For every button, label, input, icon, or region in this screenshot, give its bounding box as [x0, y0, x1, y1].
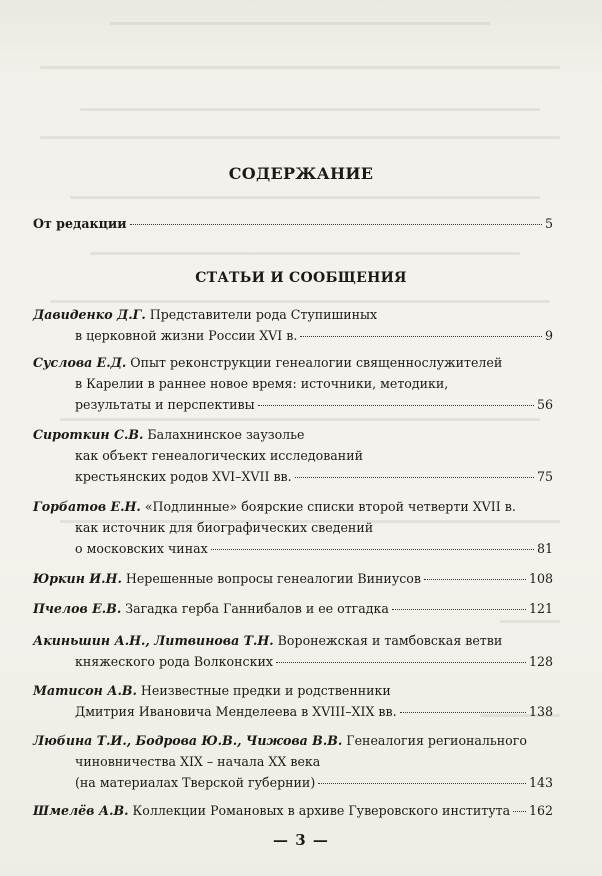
page-number: 162	[528, 803, 553, 818]
entry-title: результаты и перспективы	[75, 397, 255, 412]
entry-author: Акиньшин А.Н., Литвинова Т.Н.	[33, 633, 274, 648]
entry-author: Сироткин С.В.	[33, 427, 144, 442]
toc-line	[33, 680, 553, 701]
toc-line	[33, 651, 553, 672]
toc-line	[33, 445, 553, 466]
page-number: 5	[544, 216, 553, 231]
entry-title: Загадка герба Ганнибалов и ее отгадка	[125, 601, 389, 616]
toc-line	[33, 568, 553, 589]
toc-entry[interactable]	[33, 496, 553, 559]
toc-line	[33, 394, 553, 415]
toc-line	[33, 373, 553, 394]
entry-title: как объект генеалогических исследований	[75, 448, 363, 463]
entry-title: «Подлинные» боярские списки второй четверти XVII в.	[144, 499, 516, 514]
entry-author: Матисон А.В.	[33, 683, 137, 698]
toc-line	[33, 325, 553, 346]
toc-line	[33, 496, 553, 517]
entry-title: крестьянских родов XVI–XVII вв.	[75, 469, 292, 484]
entry-title: (на материалах Тверской губернии)	[75, 775, 316, 790]
section-heading: СТАТЬИ И СООБЩЕНИЯ	[195, 270, 407, 286]
toc-line	[33, 730, 553, 751]
editorial-title: От редакции	[33, 216, 127, 231]
entry-author: Юркин И.Н.	[33, 571, 122, 586]
toc-line	[33, 517, 553, 538]
toc-line	[33, 751, 553, 772]
toc-entry[interactable]	[33, 424, 553, 487]
page-number: 81	[536, 541, 553, 556]
toc-line	[33, 701, 553, 722]
dot-leader	[392, 609, 526, 610]
entry-title: Представители рода Ступишиных	[149, 307, 378, 322]
dot-leader	[130, 224, 542, 225]
entry-author: Суслова Е.Д.	[33, 355, 127, 370]
dot-leader	[295, 477, 534, 478]
toc-entry-editorial[interactable]	[33, 213, 553, 234]
page-number: 121	[528, 601, 553, 616]
entry-title: о московских чинах	[75, 541, 208, 556]
page-number: 138	[528, 704, 553, 719]
dot-leader	[300, 336, 542, 337]
entry-author: Пчелов Е.В.	[33, 601, 122, 616]
entry-title: Дмитрия Ивановича Менделеева в XVIII–XIX вв.	[75, 704, 397, 719]
entry-title: Нерешенные вопросы генеалогии Виниусов	[125, 571, 421, 586]
dot-leader	[258, 405, 534, 406]
entry-title: Опыт реконструкции генеалогии священнослужителей	[130, 355, 503, 370]
page-number: 9	[544, 328, 553, 343]
toc-line	[33, 466, 553, 487]
toc-entry[interactable]	[33, 568, 553, 589]
entry-title: Коллекции Романовых в архиве Гуверовского института	[132, 803, 511, 818]
entry-author: Любина Т.И., Бодрова Ю.В., Чижова В.В.	[33, 733, 343, 748]
toc-line	[33, 772, 553, 793]
entry-author: Горбатов Е.Н.	[33, 499, 141, 514]
page-number: 143	[528, 775, 553, 790]
entry-title: чиновничества XIX – начала XX века	[75, 754, 321, 769]
dot-leader	[400, 712, 526, 713]
entry-title: княжеского рода Волконских	[75, 654, 273, 669]
dot-leader	[513, 811, 526, 812]
dot-leader	[424, 579, 526, 580]
dot-leader	[276, 662, 526, 663]
entry-title: Генеалогия регионального	[346, 733, 527, 748]
entry-title: в церковной жизни России XVI в.	[75, 328, 298, 343]
dot-leader	[318, 783, 526, 784]
contents-heading: СОДЕРЖАНИЕ	[228, 164, 374, 183]
entry-title: как источник для биографических сведений	[75, 520, 374, 535]
page-number: 56	[536, 397, 553, 412]
page-number: 75	[536, 469, 553, 484]
entry-title: в Карелии в раннее новое время: источники, методики,	[75, 376, 449, 391]
toc-entry[interactable]	[33, 680, 553, 722]
page-number: 128	[528, 654, 553, 669]
toc-line	[33, 424, 553, 445]
toc-entry[interactable]	[33, 598, 553, 619]
toc-entry[interactable]	[33, 630, 553, 672]
toc-line	[33, 538, 553, 559]
toc-entry[interactable]	[33, 304, 553, 346]
entry-author: Шмелёв А.В.	[33, 803, 129, 818]
entry-title: Балахнинское заузолье	[147, 427, 305, 442]
toc-entry[interactable]	[33, 730, 553, 793]
entry-title: Воронежская и тамбовская ветви	[277, 633, 503, 648]
toc-entry[interactable]	[33, 352, 553, 415]
dot-leader	[211, 549, 534, 550]
toc-line	[33, 352, 553, 373]
toc-line	[33, 598, 553, 619]
entry-title: Неизвестные предки и родственники	[140, 683, 391, 698]
toc-line	[33, 304, 553, 325]
toc-line	[33, 630, 553, 651]
toc-entry[interactable]	[33, 800, 553, 821]
entry-author: Давиденко Д.Г.	[33, 307, 146, 322]
toc-line	[33, 800, 553, 821]
page-folio: — 3 —	[273, 831, 329, 849]
page-number: 108	[528, 571, 553, 586]
